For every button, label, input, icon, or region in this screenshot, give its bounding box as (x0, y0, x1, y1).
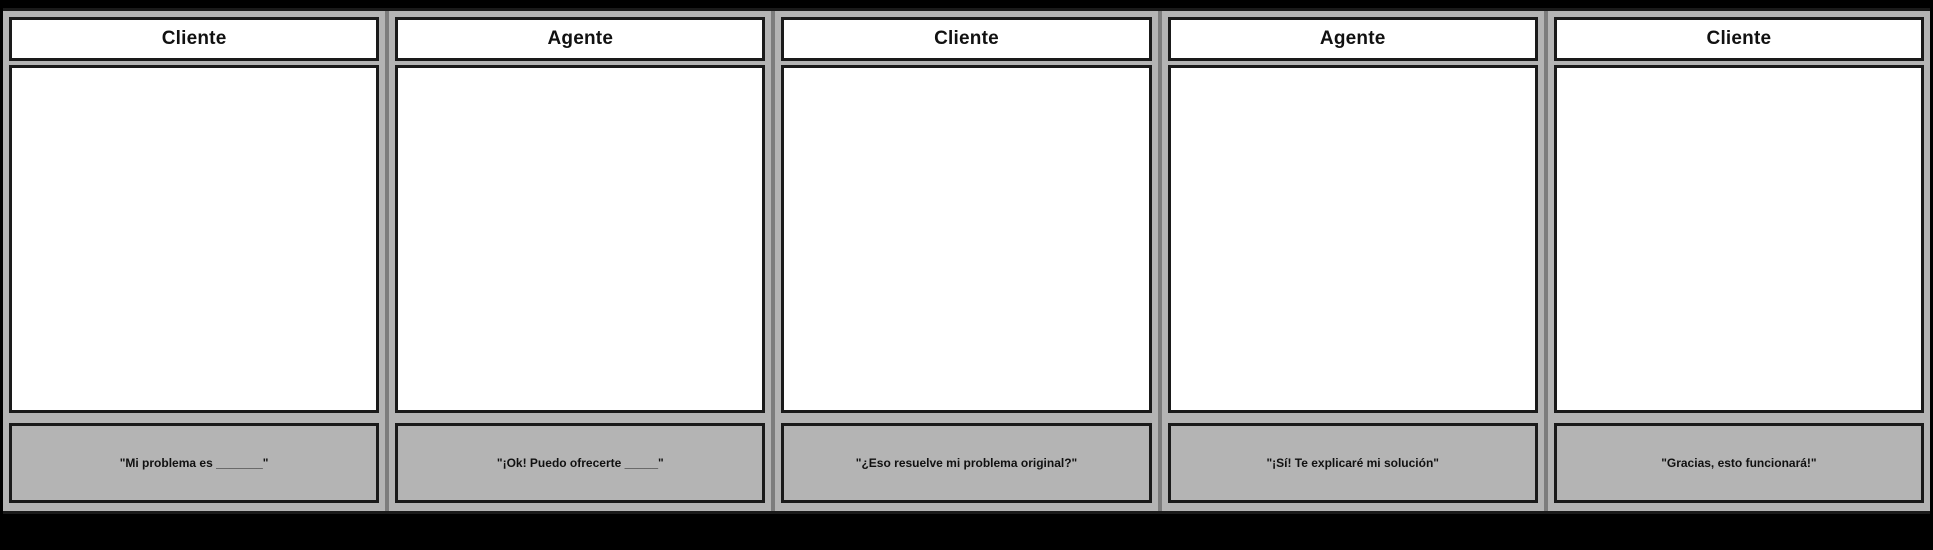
storyboard-panel (385, 11, 771, 511)
panel-caption (1554, 423, 1924, 503)
panel-caption (781, 423, 1151, 503)
storyboard-panel (1544, 11, 1930, 511)
storyboard-strip (3, 8, 1930, 514)
panel-gutter (7, 413, 381, 423)
panel-drawing-area[interactable] (395, 65, 765, 413)
panel-header (9, 17, 379, 61)
panel-header-label: Cliente (1706, 28, 1772, 49)
panel-header (1554, 17, 1924, 61)
panel-header (395, 17, 765, 61)
panel-header-label: Cliente (934, 28, 999, 49)
storyboard-panel (3, 11, 385, 511)
panel-header-label: Agente (1319, 28, 1386, 49)
panel-caption-text: "¡Ok! Puedo ofrecerte _____" (496, 455, 664, 470)
panel-caption (9, 423, 379, 503)
panel-caption-text: "¡Sí! Te explicaré mi solución" (1266, 455, 1439, 470)
panel-drawing-area[interactable] (9, 65, 379, 413)
panel-gutter (393, 413, 767, 423)
panel-header (781, 17, 1151, 61)
panel-header (1168, 17, 1538, 61)
panel-caption-text: "¿Eso resuelve mi problema original?" (855, 455, 1078, 470)
panel-header-label: Agente (547, 28, 614, 49)
panel-drawing-area[interactable] (781, 65, 1151, 413)
panel-caption-text: "Gracias, esto funcionará!" (1661, 455, 1817, 470)
panel-gutter (1166, 413, 1540, 423)
storyboard-panel (1158, 11, 1544, 511)
panel-gutter (779, 413, 1153, 423)
panel-header-label: Cliente (161, 28, 227, 49)
storyboard-panel (771, 11, 1157, 511)
panel-drawing-area[interactable] (1168, 65, 1538, 413)
panel-caption (395, 423, 765, 503)
panel-caption-text: "Mi problema es _______" (119, 455, 269, 470)
panel-caption (1168, 423, 1538, 503)
panel-drawing-area[interactable] (1554, 65, 1924, 413)
panel-gutter (1552, 413, 1926, 423)
